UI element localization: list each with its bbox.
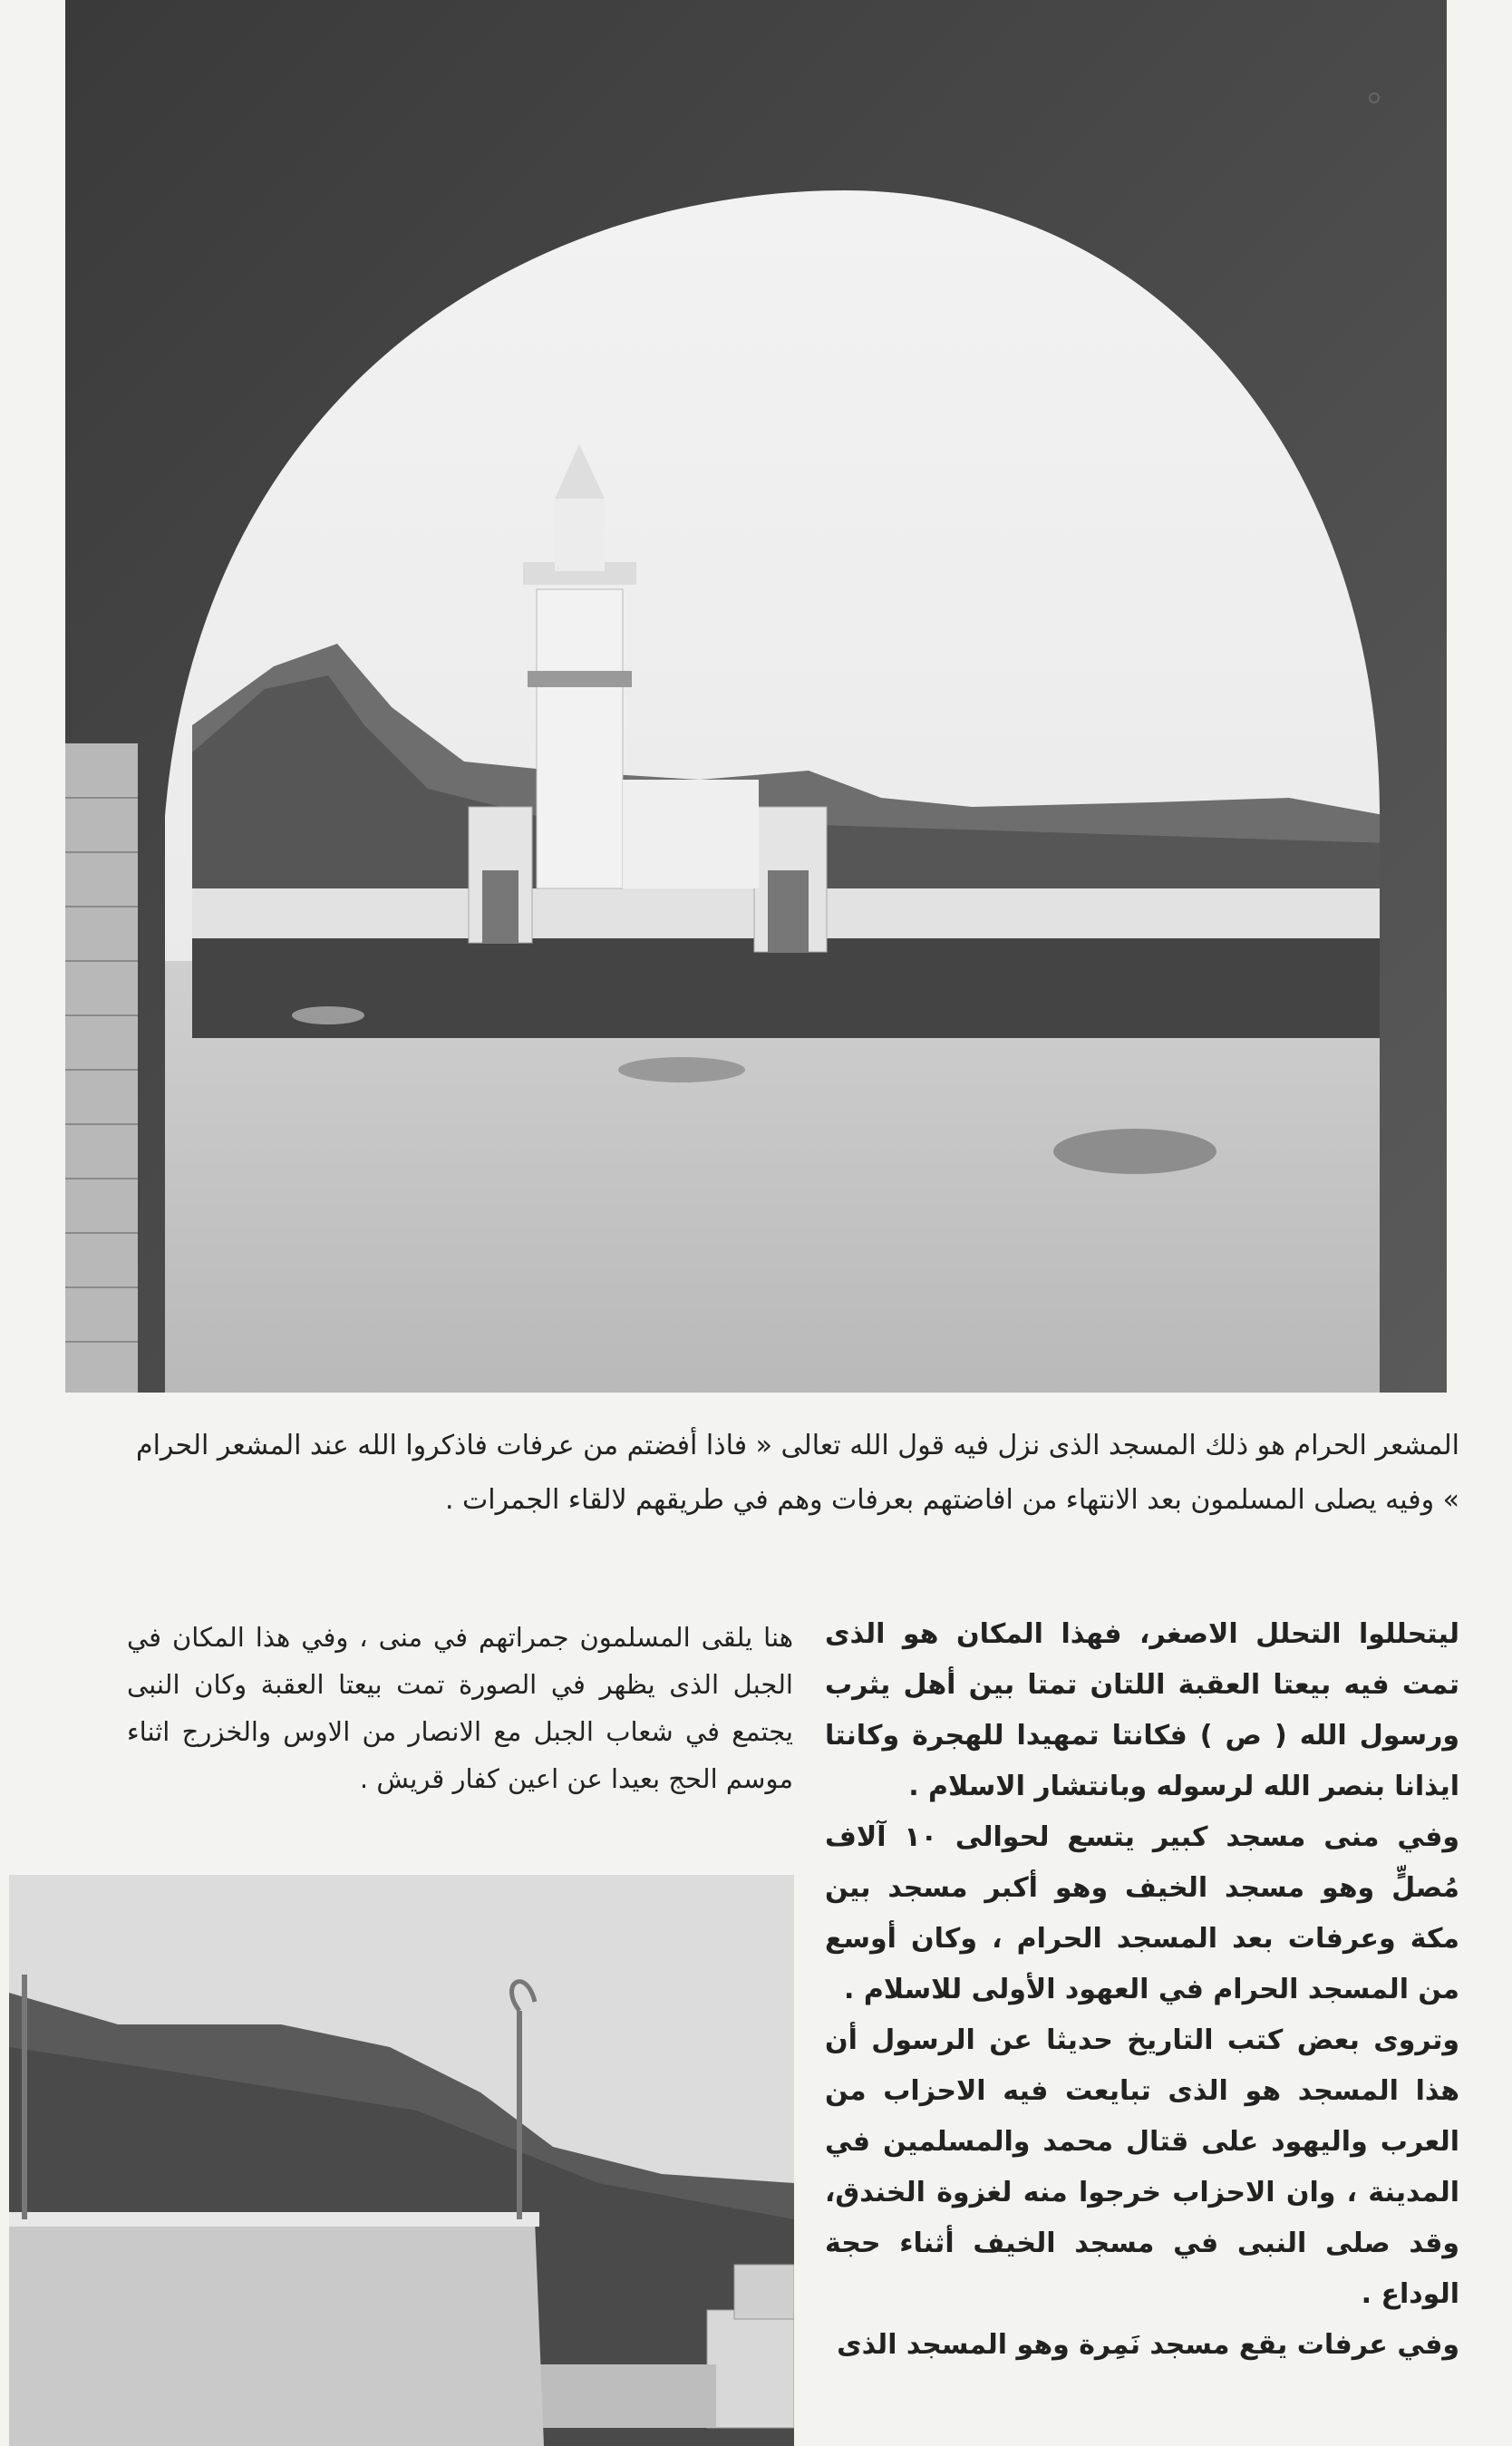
top-photo-caption: المشعر الحرام هو ذلك المسجد الذى نزل فيه قول الله تعالى « فاذا أفضتم من عرفات فاذكروا الله عند المشعر الحرام » وفيه يصلى المسلمون بعد الانتهاء من افاضتهم بعرفات وهم في طريقهم لالقاء الجمرات . [136,1430,1459,1516]
article-paragraph: ليتحللوا التحلل الاصغر، فهذا المكان هو الذى تمت فيه بيعتا العقبة اللتان تمتا بين أهل يثرب ورسول الله ( ص ) فكانتا تمهيدا للهجرة وكانتا ايذانا بنصر الله لرسوله وبانتشار الاسلام . [825,1618,1459,1802]
article-paragraph: وفي عرفات يقع مسجد نَمِرة وهو المسجد الذى [837,2329,1459,2361]
mina-mountain-photo [9,1875,794,2446]
article-paragraph: وفي منى مسجد كبير يتسع لحوالى ١٠ آلاف مُصلٍّ وهو مسجد الخيف وهو أكبر مسجد بين مكة وعرفات بعد المسجد الحرام ، وكان أوسع من المسجد الحرام في العهود الأولى للاسلام . [825,1821,1459,2005]
article-paragraph: وتروى بعض كتب التاريخ حديثا عن الرسول أن هذا المسجد هو الذى تبايعت فيه الاحزاب من العرب واليهود على قتال محمد والمسلمين في المدينة ، وان الاحزاب خرجوا منه لغزوة الخندق، وقد صلى النبى في مسجد الخيف أثناء حجة الوداع . [825,2024,1459,2310]
mosque-arch-photo [65,0,1447,1393]
bottom-photo-caption: هنا يلقى المسلمون جمراتهم في منى ، وفي هذا المكان في الجبل الذى يظهر في الصورة تمت بيعتا العقبة وكان النبى يجتمع في شعاب الجبل مع الانصار من الاوس والخزرج اثناء موسم الحج بعيدا عن اعين كفار قريش . [127,1622,793,1794]
margin-mark [1369,92,1380,103]
article-body [825,1609,1459,2371]
